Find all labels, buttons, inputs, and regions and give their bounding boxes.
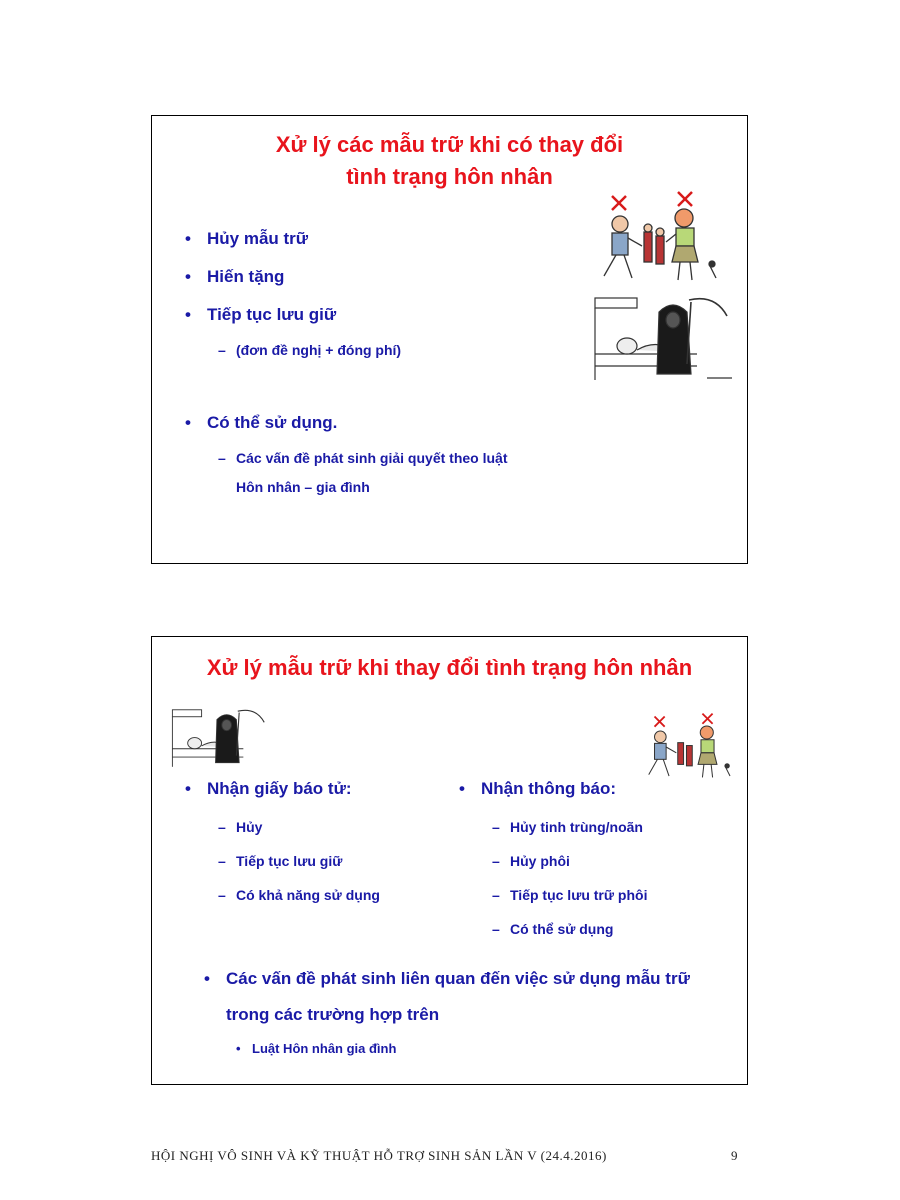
slide-2-right-item-1: – Hủy tinh trùng/noãn — [492, 819, 643, 835]
couple-divorce-illustration — [592, 188, 727, 288]
slide-1-title-line-1: Xử lý các mẫu trữ khi có thay đổi — [275, 132, 624, 157]
slide-2-right-heading: • Nhận thông báo: — [459, 779, 617, 798]
slide-2-left-item-1: – Hủy — [218, 819, 263, 835]
grim-reaper-illustration — [160, 707, 278, 771]
slide-1-title-line-2: tình trạng hôn nhân — [346, 164, 553, 189]
slide-1-bullet-2: • Hiến tặng — [185, 267, 285, 286]
slide-1-bullet-3: • Tiếp tục lưu giữ — [185, 305, 337, 324]
slide-2-bottom-bullet-cont: trong các trường hợp trên — [226, 1005, 440, 1024]
slide-1-bullet-1: • Hủy mẫu trữ — [185, 229, 309, 248]
slide-2 — [151, 636, 748, 1085]
slide-2-title: Xử lý mẫu trữ khi thay đổi tình trạng hôn nhân — [206, 655, 693, 680]
slide-2-bottom-sub: • Luật Hôn nhân gia đình — [236, 1041, 397, 1056]
slide-2-bottom-bullet: • Các vấn đề phát sinh liên quan đến việc sử dụng mẫu trữ — [204, 969, 690, 988]
slide-2-right-item-2: – Hủy phôi — [492, 853, 570, 869]
page-footer — [151, 1148, 748, 1164]
grim-reaper-illustration — [587, 294, 737, 386]
slide-1-sub-bullet-2-cont: Hôn nhân – gia đình — [236, 479, 370, 495]
slide-2-right-item-4: – Có thể sử dụng — [492, 921, 614, 937]
footer-text: HỘI NGHỊ VÔ SINH VÀ KỸ THUẬT HỖ TRỢ SINH SẢN LẦN V (24.4.2016) — [151, 1148, 607, 1163]
slide-1 — [151, 115, 748, 564]
page-number: 9 — [731, 1148, 738, 1163]
slide-1-bullet-4: • Có thể sử dụng. — [185, 413, 338, 432]
slide-2-left-item-3: – Có khả năng sử dụng — [218, 887, 380, 903]
slide-2-left-heading: • Nhận giấy báo tử: — [185, 779, 352, 798]
slide-1-sub-bullet-1: – (đơn đề nghị + đóng phí) — [218, 342, 402, 358]
couple-divorce-illustration — [640, 709, 738, 785]
slide-2-left-item-2: – Tiếp tục lưu giữ — [218, 853, 343, 869]
slide-2-right-item-3: – Tiếp tục lưu trữ phôi — [492, 887, 648, 903]
slide-1-sub-bullet-2: – Các vấn đề phát sinh giải quyết theo luật — [218, 450, 508, 466]
